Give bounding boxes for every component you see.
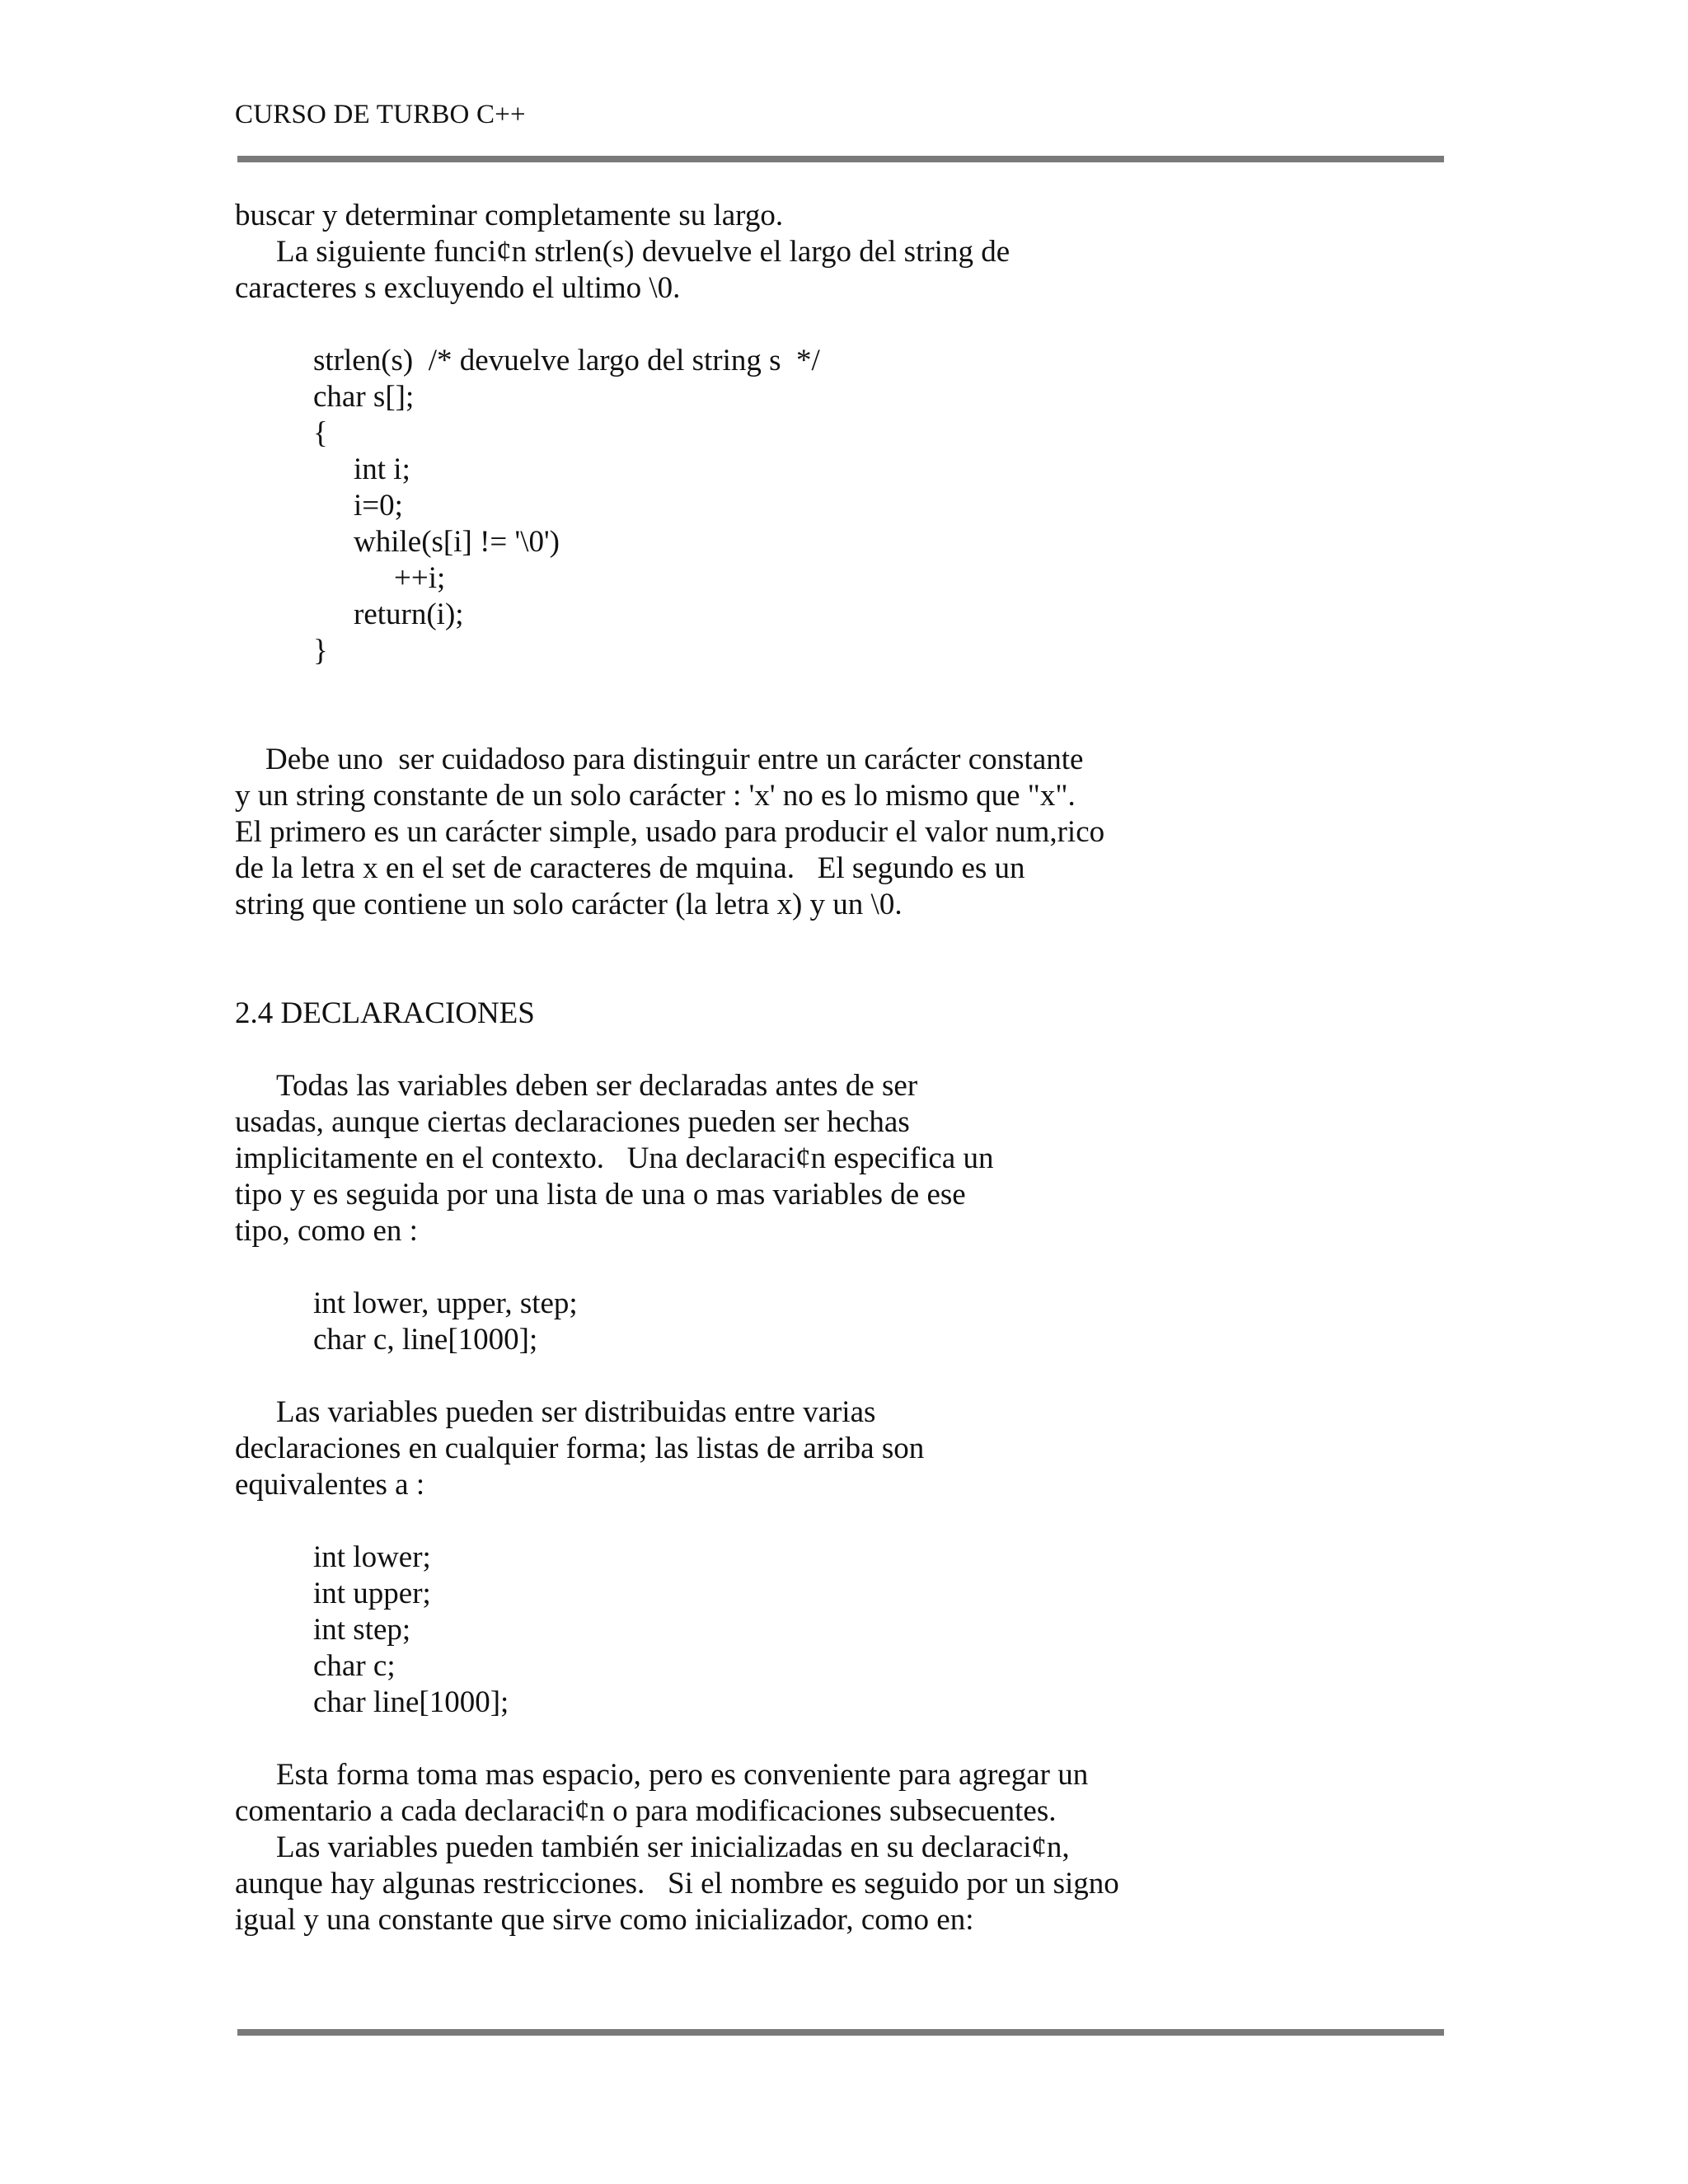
code-line: char c; (313, 1649, 396, 1683)
paragraph-line: buscar y determinar completamente su largo. (235, 199, 784, 232)
paragraph-line: tipo y es seguida por una lista de una o mas variables de ese (235, 1178, 966, 1212)
code-line: int lower, upper, step; (313, 1286, 578, 1320)
paragraph-line: comentario a cada declaraci¢n o para modificaciones subsecuentes. (235, 1794, 1057, 1828)
code-line: char line[1000]; (313, 1685, 509, 1719)
running-header: CURSO DE TURBO C++ (235, 100, 526, 129)
paragraph-line: Debe uno ser cuidadoso para distinguir entre un carácter constante (265, 743, 1084, 776)
paragraph-line: La siguiente funci¢n strlen(s) devuelve el largo del string de (276, 235, 1010, 269)
code-block-strlen (235, 343, 1455, 669)
paragraph-line: Todas las variables deben ser declaradas antes de ser (276, 1069, 918, 1103)
paragraph-line: tipo, como en : (235, 1214, 418, 1248)
paragraph-line: y un string constante de un solo carácter : 'x' no es lo mismo que "x". (235, 779, 1076, 813)
code-line: int i; (354, 452, 410, 486)
code-line: int step; (313, 1613, 411, 1647)
paragraph-line: string que contiene un solo carácter (la letra x) y un \0. (235, 888, 903, 921)
code-line: while(s[i] != '\0') (354, 525, 560, 559)
code-block-declarations (235, 1286, 1455, 1358)
paragraph-line: aunque hay algunas restricciones. Si el nombre es seguido por un signo (235, 1867, 1119, 1900)
code-line: char s[]; (313, 380, 415, 414)
code-line: i=0; (354, 489, 403, 523)
paragraph-line: Esta forma toma mas espacio, pero es conveniente para agregar un (276, 1758, 1089, 1792)
paragraph-line: implicitamente en el contexto. Una declaraci¢n especifica un (235, 1141, 994, 1175)
section-heading: 2.4 DECLARACIONES (235, 996, 535, 1030)
page-body (235, 198, 1455, 1938)
paragraph-line: usadas, aunque ciertas declaraciones pueden ser hechas (235, 1105, 910, 1139)
paragraph-line: equivalentes a : (235, 1468, 425, 1502)
code-line: char c, line[1000]; (313, 1323, 538, 1357)
paragraph-line: caracteres s excluyendo el ultimo \0. (235, 271, 681, 305)
header-rule (237, 156, 1444, 162)
paragraph-line: Las variables pueden también ser inicializadas en su declaraci¢n, (276, 1830, 1070, 1864)
code-line: return(i); (354, 598, 464, 631)
footer-rule (237, 2029, 1444, 2036)
paragraph-line: El primero es un carácter simple, usado para producir el valor num,rico (235, 815, 1105, 849)
code-line: } (313, 634, 328, 668)
paragraph-line: declaraciones en cualquier forma; las listas de arriba son (235, 1432, 925, 1465)
paragraph-line: igual y una constante que sirve como inicializador, como en: (235, 1903, 974, 1937)
code-line: { (313, 416, 328, 450)
code-line: strlen(s) /* devuelve largo del string s */ (313, 344, 820, 377)
code-line: ++i; (394, 561, 446, 595)
code-block-separate-declarations (235, 1540, 1455, 1721)
code-line: int lower; (313, 1540, 431, 1574)
paragraph-line: Las variables pueden ser distribuidas entre varias (276, 1395, 876, 1429)
code-line: int upper; (313, 1577, 431, 1610)
paragraph-line: de la letra x en el set de caracteres de mquina. El segundo es un (235, 851, 1025, 885)
